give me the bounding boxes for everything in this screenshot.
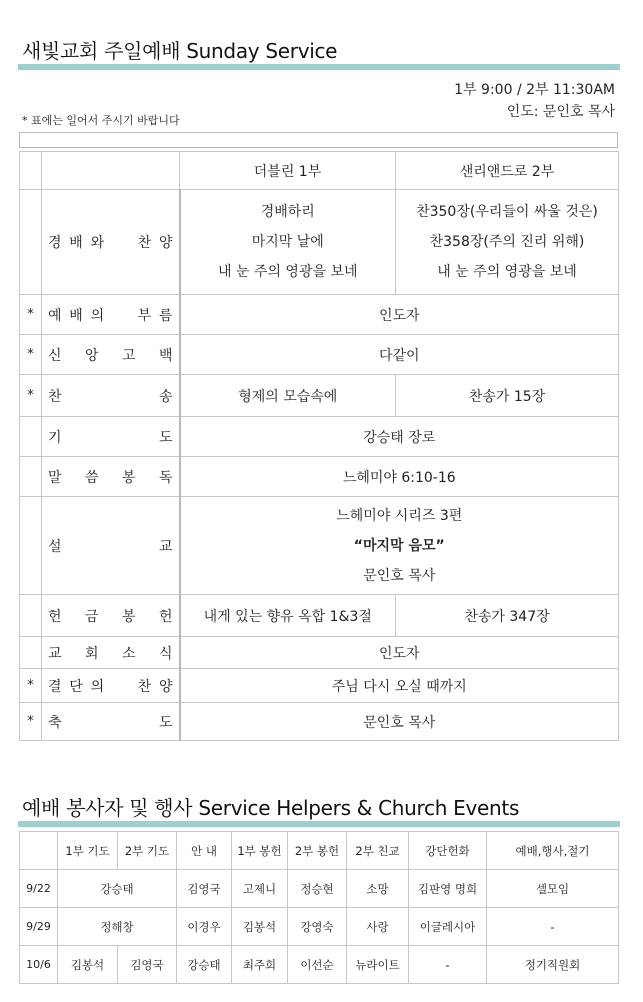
offering-dublin: 내게 있는 향유 옥합 1&3절: [180, 595, 396, 637]
row-creed: * 신 앙 고 백 다같이: [20, 335, 619, 375]
row-scripture: [20, 457, 619, 497]
col-header-sanleandro: 샌리앤드로 2부: [396, 152, 619, 190]
helpers-header-row: [20, 832, 619, 870]
worship-dublin-songs: [180, 190, 396, 295]
sermon-series: 느헤미야 시리즈 3편: [336, 507, 463, 524]
offering-sanleandro: 찬송가 347장: [396, 595, 619, 637]
label-benediction: 축 도: [42, 703, 180, 741]
row-call-to-worship: * 예 배 의 부 름 인도자: [20, 295, 619, 335]
fellowship-cell: 뉴라이트: [347, 946, 409, 984]
table-row: [20, 946, 619, 984]
offering2-cell: 강영숙: [288, 908, 347, 946]
offering2-cell: 이선순: [288, 946, 347, 984]
table-row: [20, 908, 619, 946]
col-header: 1부 봉헌: [232, 832, 288, 870]
song: 찬358장(주의 진리 위해): [429, 234, 585, 250]
label-news: 교 회 소 식: [42, 637, 180, 669]
row-prayer: [20, 417, 619, 457]
table-row: [20, 870, 619, 908]
row-benediction: * 축 도 문인호 목사: [20, 703, 619, 741]
scripture-value: 느헤미야 6:10-16: [180, 457, 619, 497]
offering2-cell: 정승현: [288, 870, 347, 908]
label-sermon: 설 교: [42, 497, 180, 595]
row-commitment: * 결 단 의 찬 양 주님 다시 오실 때까지: [20, 669, 619, 703]
offering1-cell: 최주희: [232, 946, 288, 984]
sermon-preacher: 문인호 목사: [363, 567, 436, 584]
events-cell: -: [487, 908, 619, 946]
spacer-row: [19, 132, 618, 148]
col-header: 안 내: [177, 832, 232, 870]
row-news: [20, 637, 619, 669]
offering1-cell: 김봉석: [232, 908, 288, 946]
col-header: 2부 친교: [347, 832, 409, 870]
label-creed: 신 앙 고 백: [42, 335, 180, 375]
col-header: 1부 기도: [58, 832, 118, 870]
page-title: 새빛교회 주일예배 Sunday Service: [22, 39, 338, 63]
prayer-cell: 정해창: [58, 908, 177, 946]
song: 내 눈 주의 영광을 보네: [437, 264, 577, 280]
label-commitment: 결 단 의 찬 양: [42, 669, 180, 703]
label-worship: 경 배 와 찬 양: [42, 190, 180, 295]
events-cell: 정기직원회: [487, 946, 619, 984]
creed-value: 다같이: [180, 335, 619, 375]
label-call: 예 배 의 부 름: [42, 295, 180, 335]
helpers-title: 예배 봉사자 및 행사 Service Helpers & Church Events: [22, 796, 520, 820]
flowers-cell: -: [409, 946, 487, 984]
row-offering: [20, 595, 619, 637]
order-of-worship-table: [19, 151, 619, 741]
label-scripture: 말 씀 봉 독: [42, 457, 180, 497]
prayer-value: 강승태 장로: [180, 417, 619, 457]
benediction-value: 문인호 목사: [180, 703, 619, 741]
hymn-sanleandro: 찬송가 15장: [396, 375, 619, 417]
col-header: 2부 기도: [118, 832, 177, 870]
service-leader: 인도: 문인호 목사: [506, 104, 615, 120]
col-header: 2부 봉헌: [288, 832, 347, 870]
flowers-cell: 김판영 명희: [409, 870, 487, 908]
row-date: 9/29: [20, 908, 58, 946]
song: 찬350장(우리들이 싸울 것은): [416, 204, 598, 220]
prayer2-cell: 김영국: [118, 946, 177, 984]
fellowship-cell: 사랑: [347, 908, 409, 946]
label-prayer: 기 도: [42, 417, 180, 457]
sermon-title: “마지막 음모”: [353, 537, 445, 554]
call-value: 인도자: [180, 295, 619, 335]
row-worship: [20, 190, 619, 295]
prayer1-cell: 김봉석: [58, 946, 118, 984]
events-cell: 셀모임: [487, 870, 619, 908]
song: 마지막 날에: [251, 234, 324, 250]
row-date: 10/6: [20, 946, 58, 984]
usher-cell: 김영국: [177, 870, 232, 908]
helpers-underline: [18, 821, 620, 827]
song: 경배하리: [260, 204, 315, 220]
standing-note: * 표에는 일어서 주시기 바랍니다: [22, 114, 180, 127]
row-sermon: [20, 497, 619, 595]
col-header: 예배,행사,절기: [487, 832, 619, 870]
flowers-cell: 이글레시아: [409, 908, 487, 946]
row-hymn: * 찬 송 형제의 모습속에 찬송가 15장: [20, 375, 619, 417]
offering1-cell: 고제니: [232, 870, 288, 908]
commitment-value: 주님 다시 오실 때까지: [180, 669, 619, 703]
helpers-table: [19, 831, 619, 984]
worship-sanleandro-songs: [396, 190, 619, 295]
usher-cell: 강승태: [177, 946, 232, 984]
hymn-dublin: 형제의 모습속에: [180, 375, 396, 417]
col-header: 강단헌화: [409, 832, 487, 870]
news-value: 인도자: [180, 637, 619, 669]
sermon-cell: [180, 497, 619, 595]
label-offering: 헌 금 봉 헌: [42, 595, 180, 637]
service-times: 1부 9:00 / 2부 11:30AM: [454, 82, 615, 98]
prayer-cell: 강승태: [58, 870, 177, 908]
title-underline: [18, 64, 620, 70]
row-date: 9/22: [20, 870, 58, 908]
order-header-row: [20, 152, 619, 190]
label-hymn: 찬 송: [42, 375, 180, 417]
song: 내 눈 주의 영광을 보네: [217, 264, 358, 280]
fellowship-cell: 소망: [347, 870, 409, 908]
usher-cell: 이경우: [177, 908, 232, 946]
col-header-dublin: 더블린 1부: [180, 152, 396, 190]
